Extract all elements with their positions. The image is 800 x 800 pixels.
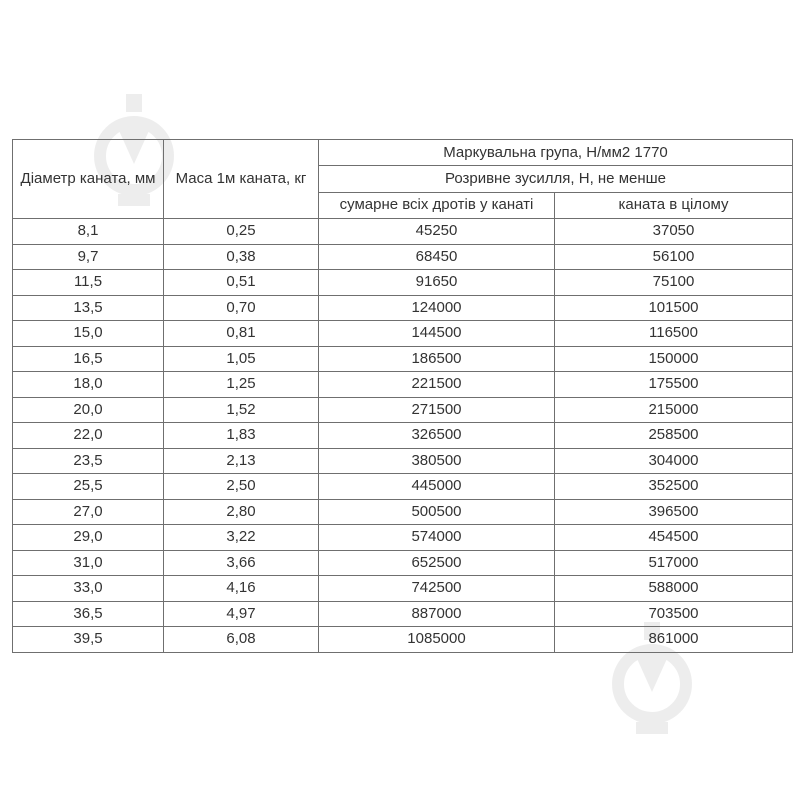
table-row: [13, 627, 793, 653]
cell-rope-whole: 37050: [555, 219, 793, 245]
table-row: [13, 550, 793, 576]
table-row: [13, 499, 793, 525]
cell-rope-whole: 454500: [555, 525, 793, 551]
cell-mass: 1,83: [164, 423, 319, 449]
cell-sum-all-wires: 1085000: [319, 627, 555, 653]
table-row: [13, 474, 793, 500]
cell-mass: 2,13: [164, 448, 319, 474]
cell-sum-all-wires: 144500: [319, 321, 555, 347]
cell-diameter: 33,0: [13, 576, 164, 602]
cell-diameter: 8,1: [13, 219, 164, 245]
cell-sum-all-wires: 221500: [319, 372, 555, 398]
cell-mass: 0,25: [164, 219, 319, 245]
cell-rope-whole: 861000: [555, 627, 793, 653]
cell-rope-whole: 396500: [555, 499, 793, 525]
header-marking-group: Маркувальна група, Н/мм2 1770: [319, 140, 793, 166]
cell-rope-whole: 175500: [555, 372, 793, 398]
header-rope-whole: каната в цілому: [555, 192, 793, 218]
table-row: [13, 219, 793, 245]
cell-mass: 0,38: [164, 244, 319, 270]
cell-sum-all-wires: 271500: [319, 397, 555, 423]
cell-diameter: 11,5: [13, 270, 164, 296]
cell-diameter: 39,5: [13, 627, 164, 653]
cell-mass: 1,05: [164, 346, 319, 372]
cell-sum-all-wires: 652500: [319, 550, 555, 576]
cell-diameter: 9,7: [13, 244, 164, 270]
cell-mass: 6,08: [164, 627, 319, 653]
table-row: [13, 525, 793, 551]
header-sum-all-wires: сумарне всіх дротів у канаті: [319, 192, 555, 218]
cell-mass: 4,16: [164, 576, 319, 602]
header-mass: Маса 1м каната, кг: [164, 140, 319, 219]
table-row: [13, 423, 793, 449]
table-row: [13, 270, 793, 296]
table-row: [13, 397, 793, 423]
cell-diameter: 25,5: [13, 474, 164, 500]
header-diameter: Діаметр каната, мм: [13, 140, 164, 219]
cell-diameter: 13,5: [13, 295, 164, 321]
table-row: [13, 372, 793, 398]
cell-sum-all-wires: 186500: [319, 346, 555, 372]
cell-mass: 1,52: [164, 397, 319, 423]
cell-rope-whole: 116500: [555, 321, 793, 347]
cell-mass: 2,50: [164, 474, 319, 500]
cell-rope-whole: 703500: [555, 601, 793, 627]
cell-rope-whole: 150000: [555, 346, 793, 372]
cell-sum-all-wires: 68450: [319, 244, 555, 270]
table-row: [13, 448, 793, 474]
cell-rope-whole: 101500: [555, 295, 793, 321]
cell-sum-all-wires: 445000: [319, 474, 555, 500]
cell-diameter: 16,5: [13, 346, 164, 372]
cell-rope-whole: 258500: [555, 423, 793, 449]
cell-sum-all-wires: 574000: [319, 525, 555, 551]
cell-sum-all-wires: 742500: [319, 576, 555, 602]
cell-diameter: 31,0: [13, 550, 164, 576]
cell-sum-all-wires: 326500: [319, 423, 555, 449]
cell-diameter: 20,0: [13, 397, 164, 423]
table-row: [13, 346, 793, 372]
cell-mass: 2,80: [164, 499, 319, 525]
cell-diameter: 15,0: [13, 321, 164, 347]
cell-mass: 0,51: [164, 270, 319, 296]
table-row: [13, 295, 793, 321]
header-row-1: [13, 140, 793, 166]
cell-sum-all-wires: 91650: [319, 270, 555, 296]
cell-diameter: 22,0: [13, 423, 164, 449]
cell-diameter: 29,0: [13, 525, 164, 551]
table-row: [13, 576, 793, 602]
cell-mass: 3,22: [164, 525, 319, 551]
cell-sum-all-wires: 500500: [319, 499, 555, 525]
cell-diameter: 18,0: [13, 372, 164, 398]
cell-rope-whole: 588000: [555, 576, 793, 602]
table-row: [13, 321, 793, 347]
cell-diameter: 36,5: [13, 601, 164, 627]
cell-mass: 1,25: [164, 372, 319, 398]
cell-rope-whole: 75100: [555, 270, 793, 296]
cell-rope-whole: 352500: [555, 474, 793, 500]
cell-rope-whole: 215000: [555, 397, 793, 423]
cell-mass: 3,66: [164, 550, 319, 576]
cell-sum-all-wires: 45250: [319, 219, 555, 245]
cell-diameter: 23,5: [13, 448, 164, 474]
cell-mass: 0,81: [164, 321, 319, 347]
cell-mass: 0,70: [164, 295, 319, 321]
cell-sum-all-wires: 887000: [319, 601, 555, 627]
cell-rope-whole: 304000: [555, 448, 793, 474]
cell-diameter: 27,0: [13, 499, 164, 525]
table-row: [13, 244, 793, 270]
rope-specs-table: [12, 139, 793, 653]
header-breaking-force: Розривне зусилля, Н, не менше: [319, 166, 793, 192]
cell-sum-all-wires: 124000: [319, 295, 555, 321]
cell-mass: 4,97: [164, 601, 319, 627]
table-body: [13, 140, 793, 653]
cell-rope-whole: 517000: [555, 550, 793, 576]
cell-sum-all-wires: 380500: [319, 448, 555, 474]
table-row: [13, 601, 793, 627]
cell-rope-whole: 56100: [555, 244, 793, 270]
